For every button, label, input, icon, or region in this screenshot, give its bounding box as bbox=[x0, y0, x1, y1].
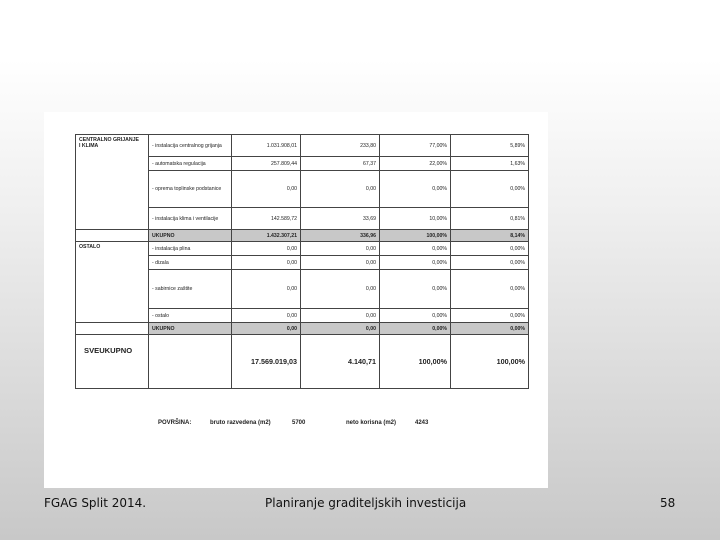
subtotal-row bbox=[76, 230, 529, 242]
total-share-cell: 5,89% bbox=[451, 135, 529, 157]
total-share-cell: 1,63% bbox=[451, 157, 529, 171]
description-cell: - ostalo bbox=[149, 309, 232, 323]
description-cell: - dizala bbox=[149, 256, 232, 270]
spreadsheet-image bbox=[44, 112, 548, 488]
area-label: POVRŠINA: bbox=[158, 420, 192, 426]
share-cell: 0,00% bbox=[380, 309, 451, 323]
amount-cell: 0,00 bbox=[232, 256, 301, 270]
description-cell: - sabirnice zaštite bbox=[149, 270, 232, 309]
amount-cell: 1.031.908,01 bbox=[232, 135, 301, 157]
subtotal-label: UKUPNO bbox=[149, 323, 232, 335]
description-cell: - instalacija plina bbox=[149, 242, 232, 256]
per-m2-cell: 33,69 bbox=[301, 208, 380, 230]
category-cell: OSTALO bbox=[76, 242, 149, 323]
per-m2-cell: 0,00 bbox=[301, 171, 380, 208]
grand-total-amount: 17.569.019,03 bbox=[232, 335, 301, 389]
total-share-cell: 0,00% bbox=[451, 270, 529, 309]
per-m2-cell: 336,96 bbox=[301, 230, 380, 242]
net-area-value: 4243 bbox=[415, 420, 429, 426]
total-share-cell: 0,00% bbox=[451, 323, 529, 335]
per-m2-cell: 0,00 bbox=[301, 270, 380, 309]
per-m2-cell: 0,00 bbox=[301, 309, 380, 323]
cost-table-body bbox=[76, 135, 529, 389]
share-cell: 100,00% bbox=[380, 230, 451, 242]
per-m2-cell: 0,00 bbox=[301, 242, 380, 256]
share-cell: 10,00% bbox=[380, 208, 451, 230]
amount-cell: 142.589,72 bbox=[232, 208, 301, 230]
share-cell: 0,00% bbox=[380, 270, 451, 309]
net-area-label: neto korisna (m2) bbox=[346, 420, 397, 426]
share-cell: 22,00% bbox=[380, 157, 451, 171]
grand-total-row bbox=[76, 335, 529, 389]
share-cell: 0,00% bbox=[380, 256, 451, 270]
total-share-cell: 0,00% bbox=[451, 171, 529, 208]
per-m2-cell: 233,80 bbox=[301, 135, 380, 157]
share-cell: 0,00% bbox=[380, 171, 451, 208]
amount-cell: 0,00 bbox=[232, 270, 301, 309]
amount-cell: 0,00 bbox=[232, 171, 301, 208]
description-cell: - instalacija centralnog grijanja bbox=[149, 135, 232, 157]
grand-total-share: 100,00% bbox=[380, 335, 451, 389]
page-number: 58 bbox=[660, 496, 676, 510]
share-cell: 0,00% bbox=[380, 242, 451, 256]
amount-cell: 0,00 bbox=[232, 323, 301, 335]
total-share-cell: 0,00% bbox=[451, 256, 529, 270]
description-cell: - oprema toplinske podstanice bbox=[149, 171, 232, 208]
table-row bbox=[76, 135, 529, 157]
gross-area-label: bruto razvedena (m2) bbox=[210, 420, 271, 426]
subtotal-label: UKUPNO bbox=[149, 230, 232, 242]
amount-cell: 257.809,44 bbox=[232, 157, 301, 171]
empty-cell bbox=[149, 335, 232, 389]
empty-cell bbox=[76, 230, 149, 242]
total-share-cell: 0,81% bbox=[451, 208, 529, 230]
amount-cell: 1.432.307,21 bbox=[232, 230, 301, 242]
gross-area-value: 5700 bbox=[292, 420, 306, 426]
share-cell: 0,00% bbox=[380, 323, 451, 335]
subtotal-row bbox=[76, 323, 529, 335]
total-share-cell: 8,14% bbox=[451, 230, 529, 242]
description-cell: - automatska regulacija bbox=[149, 157, 232, 171]
amount-cell: 0,00 bbox=[232, 309, 301, 323]
grand-total-per-m2: 4.140,71 bbox=[301, 335, 380, 389]
total-share-cell: 0,00% bbox=[451, 309, 529, 323]
empty-cell bbox=[76, 323, 149, 335]
grand-total-label: SVEUKUPNO bbox=[76, 335, 149, 389]
table-row bbox=[76, 242, 529, 256]
cost-table bbox=[75, 134, 529, 389]
footer-title: Planiranje graditeljskih investicija bbox=[265, 496, 467, 510]
category-cell: CENTRALNO GRIJANJE I KLIMA bbox=[76, 135, 149, 230]
per-m2-cell: 0,00 bbox=[301, 256, 380, 270]
per-m2-cell: 67,37 bbox=[301, 157, 380, 171]
footer-left: FGAG Split 2014. bbox=[44, 496, 147, 510]
per-m2-cell: 0,00 bbox=[301, 323, 380, 335]
grand-total-overall: 100,00% bbox=[451, 335, 529, 389]
amount-cell: 0,00 bbox=[232, 242, 301, 256]
total-share-cell: 0,00% bbox=[451, 242, 529, 256]
description-cell: - instalacija klima i ventilacije bbox=[149, 208, 232, 230]
share-cell: 77,00% bbox=[380, 135, 451, 157]
